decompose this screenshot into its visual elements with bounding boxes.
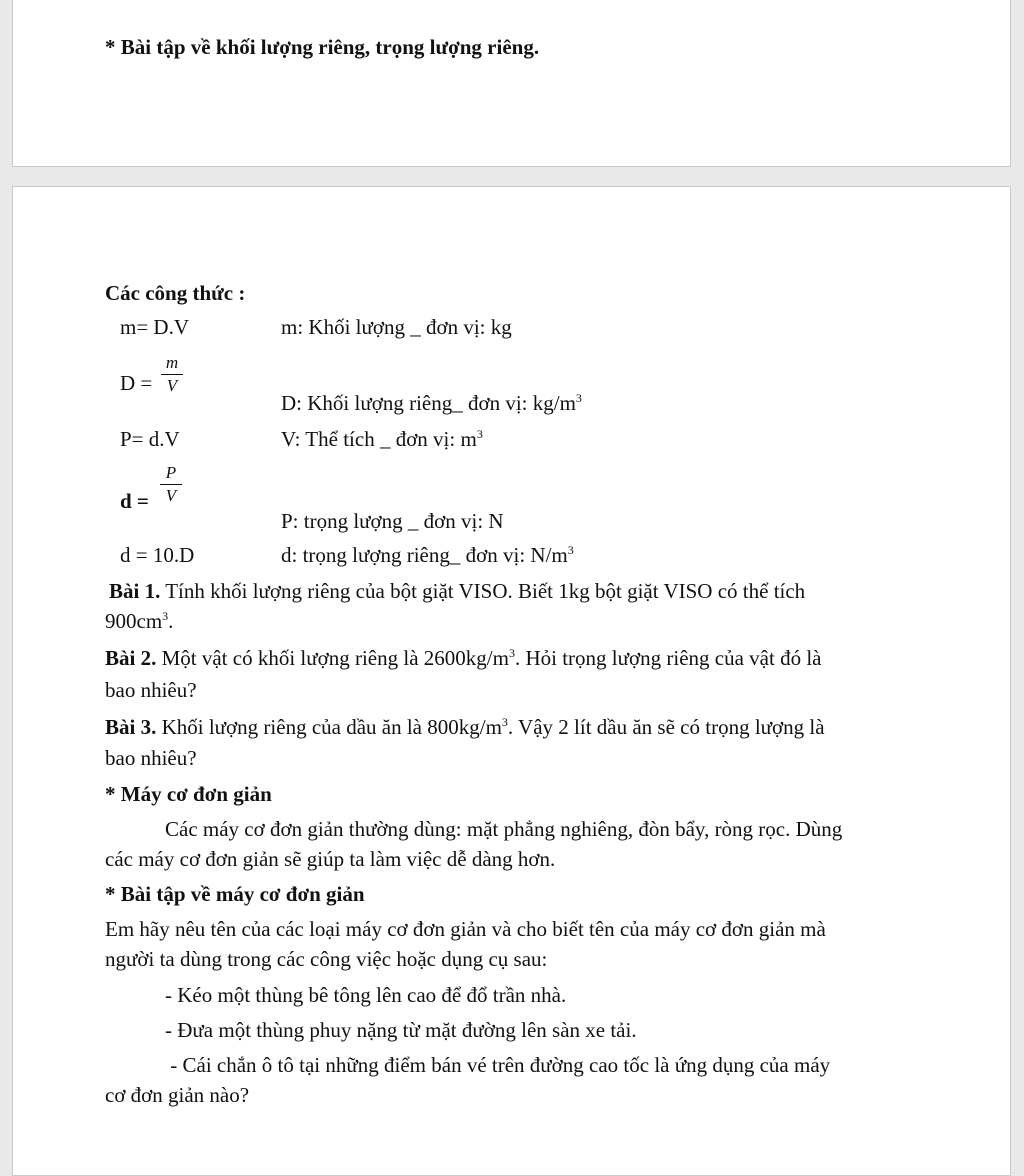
fraction-bar [161, 374, 183, 375]
exercise-3-line2: bao nhiêu? [105, 746, 197, 770]
document-page-2 [12, 186, 1011, 1176]
formula-d-fraction [160, 463, 182, 506]
formula-desc-d: d: trọng lượng riêng_ đơn vị: $N/m^3$ [281, 543, 574, 567]
formula-desc-m: m: Khối lượng _ đơn vị: kg [281, 315, 512, 339]
exercise-3-line1: Bài 3. Khối lượng riêng của dầu ăn là $800kg/m^3$. Vậy 2 lít dầu ăn sẽ có trọng lượng là [105, 715, 825, 739]
exercise-2-line2: bao nhiêu? [105, 678, 197, 702]
formula-desc-D: D: Khối lượng riêng_ đơn vị: $kg/m^3$ [281, 391, 582, 415]
exercise-1-line2: $900cm^3$. [105, 609, 174, 633]
machines-paragraph-line2: các máy cơ đơn giản sẽ giúp ta làm việc dễ dàng hơn. [105, 847, 556, 871]
fraction-bar [160, 484, 182, 485]
machine-exercise-intro-line2: người ta dùng trong các công việc hoặc dụng cụ sau: [105, 947, 548, 971]
formula-D-fraction [161, 353, 183, 396]
section-heading-density: * Bài tập về khối lượng riêng, trọng lượng riêng. [105, 35, 540, 59]
fraction-denominator: V [166, 376, 178, 395]
list-item: - Đưa một thùng phuy nặng từ mặt đường lên sàn xe tải. [165, 1018, 637, 1042]
formula-desc-V: V: Thể tích _ đơn vị: $m^3$ [281, 427, 483, 451]
formula-P: P= d.V [120, 427, 180, 451]
list-item: - Cái chắn ô tô tại những điểm bán vé trên đường cao tốc là ứng dụng của máy [165, 1053, 831, 1077]
formula-desc-P: P: trọng lượng _ đơn vị: N [281, 509, 504, 533]
formula-d-lhs: d = [120, 489, 149, 513]
formula-d10D: d = 10.D [120, 543, 195, 567]
formulas-title: Các công thức : [105, 281, 246, 305]
machines-paragraph-line1: Các máy cơ đơn giản thường dùng: mặt phẳng nghiêng, đòn bẩy, ròng rọc. Dùng [165, 817, 843, 841]
exercise-1-line1: Bài 1. Tính khối lượng riêng của bột giặt VISO. Biết 1kg bột giặt VISO có thể tích [109, 579, 806, 603]
fraction-denominator: V [165, 486, 177, 505]
section-heading-machine-exercise: * Bài tập về máy cơ đơn giản [105, 882, 365, 906]
machine-exercise-intro-line1: Em hãy nêu tên của các loại máy cơ đơn giản và cho biết tên của máy cơ đơn giản mà [105, 917, 826, 941]
exercise-2-line1: Bài 2. Một vật có khối lượng riêng là $2600kg/m^3$. Hỏi trọng lượng riêng của vật đó là [105, 646, 822, 670]
list-item: - Kéo một thùng bê tông lên cao để đổ trần nhà. [165, 983, 567, 1007]
formula-D-lhs: D = [120, 371, 153, 395]
list-item-continuation: cơ đơn giản nào? [105, 1083, 250, 1107]
fraction-numerator: P [165, 463, 177, 482]
section-heading-simple-machines: * Máy cơ đơn giản [105, 782, 272, 806]
document-page-1 [12, 0, 1011, 167]
formula-m: m= D.V [120, 315, 190, 339]
fraction-numerator: m [165, 353, 179, 372]
